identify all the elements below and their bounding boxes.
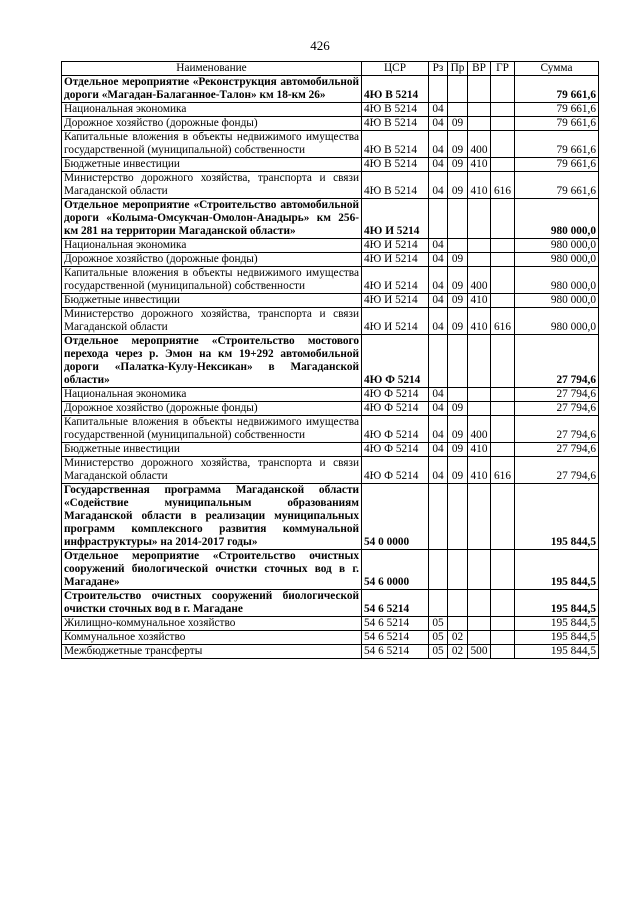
cell-sum: 195 844,5 <box>515 631 599 645</box>
cell-csr: 4Ю И 5214 <box>362 308 429 335</box>
cell-gr <box>491 402 515 416</box>
cell-gr <box>491 267 515 294</box>
cell-csr: 4Ю В 5214 <box>362 117 429 131</box>
cell-rz <box>429 550 448 590</box>
cell-gr <box>491 253 515 267</box>
table-row <box>62 158 599 172</box>
cell-csr: 4Ю Ф 5214 <box>362 416 429 443</box>
cell-vr <box>468 590 491 617</box>
cell-name: Министерство дорожного хозяйства, транспорта и связи Магаданской области <box>62 457 362 484</box>
cell-vr <box>468 335 491 388</box>
cell-name: Дорожное хозяйство (дорожные фонды) <box>62 117 362 131</box>
table-row <box>62 172 599 199</box>
cell-pr: 09 <box>448 158 468 172</box>
cell-gr <box>491 484 515 550</box>
cell-name: Коммунальное хозяйство <box>62 631 362 645</box>
cell-csr: 4Ю В 5214 <box>362 172 429 199</box>
cell-rz: 04 <box>429 267 448 294</box>
cell-sum: 79 661,6 <box>515 158 599 172</box>
cell-vr: 400 <box>468 131 491 158</box>
cell-csr: 4Ю В 5214 <box>362 158 429 172</box>
cell-rz: 04 <box>429 308 448 335</box>
table-row <box>62 631 599 645</box>
cell-rz: 05 <box>429 645 448 659</box>
cell-rz: 05 <box>429 631 448 645</box>
cell-csr: 54 6 0000 <box>362 550 429 590</box>
cell-rz: 04 <box>429 239 448 253</box>
cell-name: Капитальные вложения в объекты недвижимого имущества государственной (муниципальной) собственности <box>62 267 362 294</box>
cell-csr: 4Ю В 5214 <box>362 76 429 103</box>
cell-gr <box>491 416 515 443</box>
cell-csr: 4Ю И 5214 <box>362 253 429 267</box>
cell-pr: 02 <box>448 645 468 659</box>
table-row <box>62 416 599 443</box>
cell-vr <box>468 199 491 239</box>
cell-gr <box>491 158 515 172</box>
cell-gr: 616 <box>491 172 515 199</box>
cell-name: Национальная экономика <box>62 103 362 117</box>
cell-rz: 04 <box>429 402 448 416</box>
page-number: 426 <box>310 38 330 53</box>
cell-name: Бюджетные инвестиции <box>62 158 362 172</box>
cell-gr: 616 <box>491 308 515 335</box>
header-name: Наименование <box>62 62 362 76</box>
cell-name: Министерство дорожного хозяйства, транспорта и связи Магаданской области <box>62 308 362 335</box>
cell-vr: 410 <box>468 443 491 457</box>
table-row <box>62 335 599 388</box>
cell-sum: 27 794,6 <box>515 402 599 416</box>
cell-name: Строительство очистных сооружений биологической очистки сточных вод в г. Магадане <box>62 590 362 617</box>
cell-gr <box>491 550 515 590</box>
cell-rz: 04 <box>429 388 448 402</box>
cell-vr <box>468 550 491 590</box>
cell-pr <box>448 388 468 402</box>
header-rz: Рз <box>429 62 448 76</box>
cell-pr: 02 <box>448 631 468 645</box>
cell-vr: 410 <box>468 308 491 335</box>
header-vr: ВР <box>468 62 491 76</box>
table-row <box>62 267 599 294</box>
cell-pr <box>448 103 468 117</box>
cell-sum: 27 794,6 <box>515 416 599 443</box>
cell-rz <box>429 590 448 617</box>
table-row <box>62 76 599 103</box>
cell-rz: 04 <box>429 457 448 484</box>
cell-sum: 79 661,6 <box>515 103 599 117</box>
cell-gr <box>491 199 515 239</box>
cell-vr <box>468 76 491 103</box>
cell-vr <box>468 631 491 645</box>
cell-name: Отдельное мероприятие «Строительство автомобильной дороги «Колыма-Омсукчан-Омолон-Анадырь» км 256-км 281 на территории Магаданской области» <box>62 199 362 239</box>
cell-pr <box>448 239 468 253</box>
table-row <box>62 199 599 239</box>
cell-name: Национальная экономика <box>62 388 362 402</box>
cell-vr <box>468 388 491 402</box>
cell-pr: 09 <box>448 131 468 158</box>
cell-gr <box>491 645 515 659</box>
cell-name: Государственная программа Магаданской области «Содействие муниципальным образованиям Магаданской области в реализации муниципальных программ комплексного развития коммунальной инфраструктуры» на 2014-2017 годы» <box>62 484 362 550</box>
cell-csr: 54 6 5214 <box>362 617 429 631</box>
cell-name: Дорожное хозяйство (дорожные фонды) <box>62 253 362 267</box>
cell-rz: 04 <box>429 131 448 158</box>
table-row <box>62 308 599 335</box>
cell-vr: 410 <box>468 172 491 199</box>
cell-rz <box>429 484 448 550</box>
table-row <box>62 484 599 550</box>
header-csr: ЦСР <box>362 62 429 76</box>
cell-gr <box>491 388 515 402</box>
cell-sum: 79 661,6 <box>515 172 599 199</box>
table-row <box>62 131 599 158</box>
cell-sum: 980 000,0 <box>515 294 599 308</box>
cell-name: Отдельное мероприятие «Реконструкция автомобильной дороги «Магадан-Балаганное-Талон» км 18-км 26» <box>62 76 362 103</box>
cell-rz: 04 <box>429 172 448 199</box>
cell-sum: 27 794,6 <box>515 457 599 484</box>
cell-pr: 09 <box>448 308 468 335</box>
cell-csr: 54 6 5214 <box>362 590 429 617</box>
cell-sum: 79 661,6 <box>515 76 599 103</box>
cell-sum: 195 844,5 <box>515 590 599 617</box>
cell-pr: 09 <box>448 402 468 416</box>
table-row <box>62 617 599 631</box>
cell-rz: 04 <box>429 416 448 443</box>
cell-vr: 410 <box>468 294 491 308</box>
cell-sum: 27 794,6 <box>515 388 599 402</box>
table-row <box>62 457 599 484</box>
cell-vr <box>468 253 491 267</box>
cell-gr <box>491 335 515 388</box>
cell-sum: 27 794,6 <box>515 443 599 457</box>
cell-vr: 500 <box>468 645 491 659</box>
cell-pr <box>448 590 468 617</box>
cell-rz: 04 <box>429 117 448 131</box>
table-header-row <box>62 62 599 76</box>
cell-name: Национальная экономика <box>62 239 362 253</box>
cell-pr <box>448 335 468 388</box>
cell-rz <box>429 76 448 103</box>
cell-rz <box>429 335 448 388</box>
cell-name: Бюджетные инвестиции <box>62 443 362 457</box>
cell-rz: 04 <box>429 443 448 457</box>
budget-table <box>61 61 599 659</box>
cell-csr: 4Ю Ф 5214 <box>362 388 429 402</box>
cell-name: Отдельное мероприятие «Строительство очистных сооружений биологической очистки сточных вод в г. Магадане» <box>62 550 362 590</box>
cell-gr: 616 <box>491 457 515 484</box>
table-row <box>62 402 599 416</box>
cell-gr <box>491 103 515 117</box>
table-row <box>62 388 599 402</box>
cell-sum: 79 661,6 <box>515 131 599 158</box>
cell-sum: 195 844,5 <box>515 484 599 550</box>
cell-pr <box>448 199 468 239</box>
cell-gr <box>491 239 515 253</box>
table-row <box>62 117 599 131</box>
cell-csr: 4Ю Ф 5214 <box>362 402 429 416</box>
cell-name: Министерство дорожного хозяйства, транспорта и связи Магаданской области <box>62 172 362 199</box>
cell-csr: 54 6 5214 <box>362 631 429 645</box>
table-row <box>62 590 599 617</box>
cell-name: Дорожное хозяйство (дорожные фонды) <box>62 402 362 416</box>
cell-vr <box>468 484 491 550</box>
cell-pr: 09 <box>448 443 468 457</box>
cell-name: Капитальные вложения в объекты недвижимого имущества государственной (муниципальной) собственности <box>62 131 362 158</box>
cell-pr: 09 <box>448 457 468 484</box>
cell-gr <box>491 617 515 631</box>
cell-vr: 410 <box>468 158 491 172</box>
cell-csr: 4Ю И 5214 <box>362 239 429 253</box>
cell-pr: 09 <box>448 172 468 199</box>
cell-sum: 980 000,0 <box>515 308 599 335</box>
cell-pr <box>448 550 468 590</box>
cell-csr: 4Ю Ф 5214 <box>362 335 429 388</box>
cell-csr: 4Ю И 5214 <box>362 294 429 308</box>
cell-csr: 4Ю И 5214 <box>362 267 429 294</box>
cell-vr <box>468 103 491 117</box>
cell-sum: 27 794,6 <box>515 335 599 388</box>
cell-csr: 4Ю Ф 5214 <box>362 443 429 457</box>
cell-sum: 980 000,0 <box>515 267 599 294</box>
cell-gr <box>491 117 515 131</box>
cell-csr: 4Ю И 5214 <box>362 199 429 239</box>
cell-csr: 4Ю Ф 5214 <box>362 457 429 484</box>
cell-sum: 980 000,0 <box>515 199 599 239</box>
cell-vr <box>468 117 491 131</box>
cell-vr <box>468 239 491 253</box>
table-row <box>62 645 599 659</box>
cell-vr <box>468 402 491 416</box>
cell-vr: 410 <box>468 457 491 484</box>
cell-rz: 04 <box>429 253 448 267</box>
cell-rz: 05 <box>429 617 448 631</box>
cell-rz: 04 <box>429 294 448 308</box>
cell-pr <box>448 617 468 631</box>
cell-vr: 400 <box>468 416 491 443</box>
cell-gr <box>491 131 515 158</box>
cell-sum: 195 844,5 <box>515 617 599 631</box>
header-gr: ГР <box>491 62 515 76</box>
cell-csr: 54 0 0000 <box>362 484 429 550</box>
cell-name: Капитальные вложения в объекты недвижимого имущества государственной (муниципальной) собственности <box>62 416 362 443</box>
header-sum: Сумма <box>515 62 599 76</box>
cell-vr <box>468 617 491 631</box>
table-row <box>62 253 599 267</box>
table-row <box>62 443 599 457</box>
cell-gr <box>491 631 515 645</box>
cell-pr: 09 <box>448 416 468 443</box>
cell-pr: 09 <box>448 294 468 308</box>
cell-name: Межбюджетные трансферты <box>62 645 362 659</box>
cell-pr <box>448 484 468 550</box>
cell-rz <box>429 199 448 239</box>
cell-name: Бюджетные инвестиции <box>62 294 362 308</box>
cell-rz: 04 <box>429 103 448 117</box>
cell-gr <box>491 443 515 457</box>
table-row <box>62 103 599 117</box>
cell-csr: 4Ю В 5214 <box>362 131 429 158</box>
cell-sum: 195 844,5 <box>515 645 599 659</box>
cell-vr: 400 <box>468 267 491 294</box>
cell-rz: 04 <box>429 158 448 172</box>
cell-name: Отдельное мероприятие «Строительство мостового перехода через р. Эмон на км 19+292 автомобильной дороги «Палатка-Кулу-Нексикан» в Магаданской области» <box>62 335 362 388</box>
cell-pr: 09 <box>448 253 468 267</box>
cell-csr: 4Ю В 5214 <box>362 103 429 117</box>
cell-gr <box>491 590 515 617</box>
cell-sum: 195 844,5 <box>515 550 599 590</box>
cell-sum: 980 000,0 <box>515 239 599 253</box>
cell-csr: 54 6 5214 <box>362 645 429 659</box>
cell-name: Жилищно-коммунальное хозяйство <box>62 617 362 631</box>
cell-sum: 980 000,0 <box>515 253 599 267</box>
cell-sum: 79 661,6 <box>515 117 599 131</box>
cell-pr <box>448 76 468 103</box>
table-row <box>62 239 599 253</box>
cell-gr <box>491 294 515 308</box>
table-row <box>62 294 599 308</box>
table-row <box>62 550 599 590</box>
cell-pr: 09 <box>448 267 468 294</box>
header-pr: Пр <box>448 62 468 76</box>
cell-pr: 09 <box>448 117 468 131</box>
cell-gr <box>491 76 515 103</box>
table-body <box>62 76 599 659</box>
